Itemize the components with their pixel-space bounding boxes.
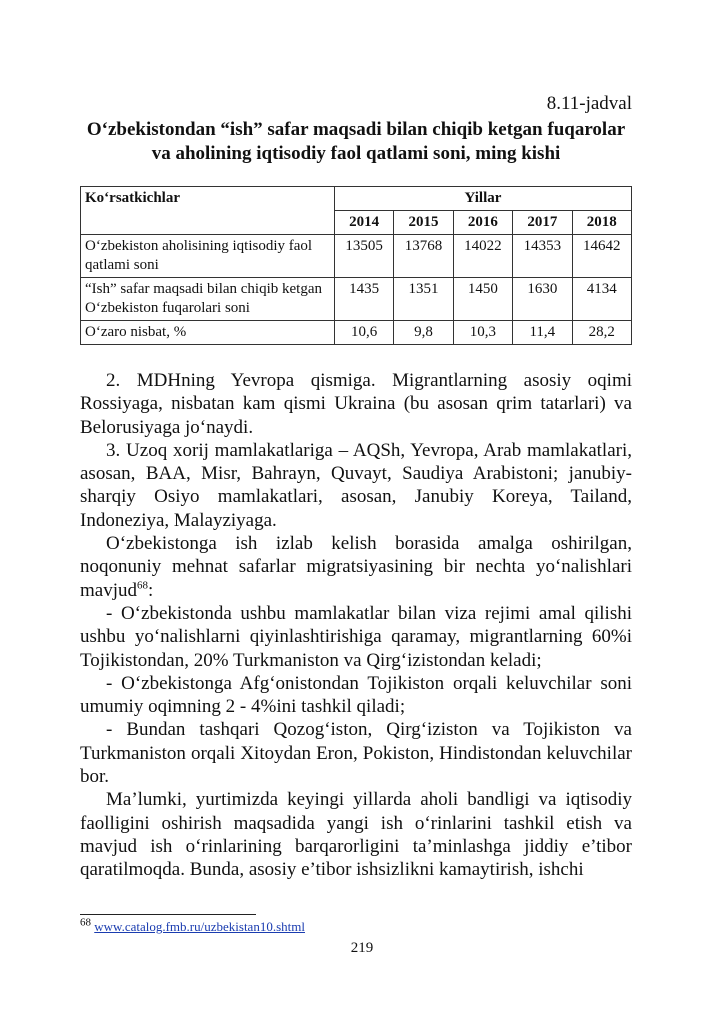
table-cell: 11,4 [513, 321, 572, 345]
list-item: - O‘zbekistonga Afg‘onistondan Tojikiston orqali keluvchilar soni umumiy oqimning 2 - 4%ini tashkil qiladi; [80, 672, 632, 718]
table-cell: 1435 [334, 278, 393, 321]
footnote [80, 916, 305, 935]
paragraph: 3. Uzoq xorij mamlakatlariga – AQSh, Yevropa, Arab mamlakatlari, asosan, BAA, Misr, Bahrayn, Quvayt, Saudiya Arabistoni; janubiy-sharqiy Osiyo mamlakatlari, asosan, Janubiy Koreya, Tailand, Indoneziya, Malayziyaga. [80, 439, 632, 531]
table-title: O‘zbekistondan “ish” safar maqsadi bilan chiqib ketgan fuqarolar va aholining iqtisodiy faol qatlami soni, ming kishi [86, 119, 626, 164]
year-header: 2015 [394, 211, 453, 235]
year-header: 2016 [453, 211, 512, 235]
table-cell: 14642 [572, 235, 631, 278]
list-item: - Bundan tashqari Qozog‘iston, Qirg‘iziston va Tojikiston va Turkmaniston orqali Xitoydan Eron, Pokiston, Hindistondan keluvchilar bor. [80, 719, 632, 788]
table-cell: 13768 [394, 235, 453, 278]
table-header-row [81, 187, 632, 211]
years-header: Yillar [334, 187, 631, 211]
footnote-reference[interactable]: 68 [137, 579, 148, 592]
table-row [81, 278, 632, 321]
footnote-number: 68 [80, 916, 91, 929]
footnote-divider [80, 914, 256, 915]
table-cell: 9,8 [394, 321, 453, 345]
row-label: O‘zbekiston aholisining iqtisodiy faol qatlami soni [81, 235, 335, 278]
table-row [81, 235, 632, 278]
row-label: O‘zaro nisbat, % [81, 321, 335, 345]
year-header: 2018 [572, 211, 631, 235]
table-label: 8.11-jadval [546, 93, 632, 114]
table-cell: 1630 [513, 278, 572, 321]
page-content [80, 92, 632, 882]
table-row [81, 321, 632, 345]
statistics-table [80, 186, 632, 345]
paragraph-punctuation: : [148, 579, 154, 601]
table-cell: 14353 [513, 235, 572, 278]
indicator-header: Ko‘rsatkichlar [81, 187, 335, 235]
table-cell: 10,6 [334, 321, 393, 345]
year-header: 2014 [334, 211, 393, 235]
table-cell: 14022 [453, 235, 512, 278]
table-cell: 13505 [334, 235, 393, 278]
paragraph: 2. MDHning Yevropa qismiga. Migrantlarning asosiy oqimi Rossiyaga, nisbatan kam qismi Ukraina (bu asosan qrim tatarlari) va Belorusiyaga jo‘naydi. [80, 370, 632, 438]
body-text [80, 369, 632, 882]
paragraph: Ma’lumki, yurtimizda keyingi yillarda aholi bandligi va iqtisodiy faolligini oshirish maqsadida yangi ish o‘rinlarini tashkil etish va mavjud ish o‘rinlarining barqarorligini ta’minlashga jiddiy e’tibor qaratilmoqda. Bunda, asosiy e’tibor ishsizlikni kamaytirish, ishchi [80, 789, 632, 881]
page-number: 219 [350, 940, 374, 956]
paragraph-text: O‘zbekistonga ish izlab kelish borasida amalga oshirilgan, noqonuniy mehnat safarlar migratsiyasining bir nechta yo‘nalishlari mavjud [80, 533, 632, 601]
table-cell: 1450 [453, 278, 512, 321]
footnote-link[interactable]: www.catalog.fmb.ru/uzbekistan10.shtml [94, 919, 305, 934]
list-item: - O‘zbekistonda ushbu mamlakatlar bilan viza rejimi amal qilishi ushbu yo‘nalishlarni qiyinlashtirishiga qaramay, migrantlarning 60%i Tojikistondan, 20% Turkmaniston va Qirg‘izistondan keladi; [80, 602, 632, 671]
table-cell: 28,2 [572, 321, 631, 345]
table-cell: 4134 [572, 278, 631, 321]
row-label: “Ish” safar maqsadi bilan chiqib ketgan O‘zbekiston fuqarolari soni [81, 278, 335, 321]
table-cell: 1351 [394, 278, 453, 321]
year-header: 2017 [513, 211, 572, 235]
table-cell: 10,3 [453, 321, 512, 345]
paragraph-with-footnote [80, 532, 632, 602]
